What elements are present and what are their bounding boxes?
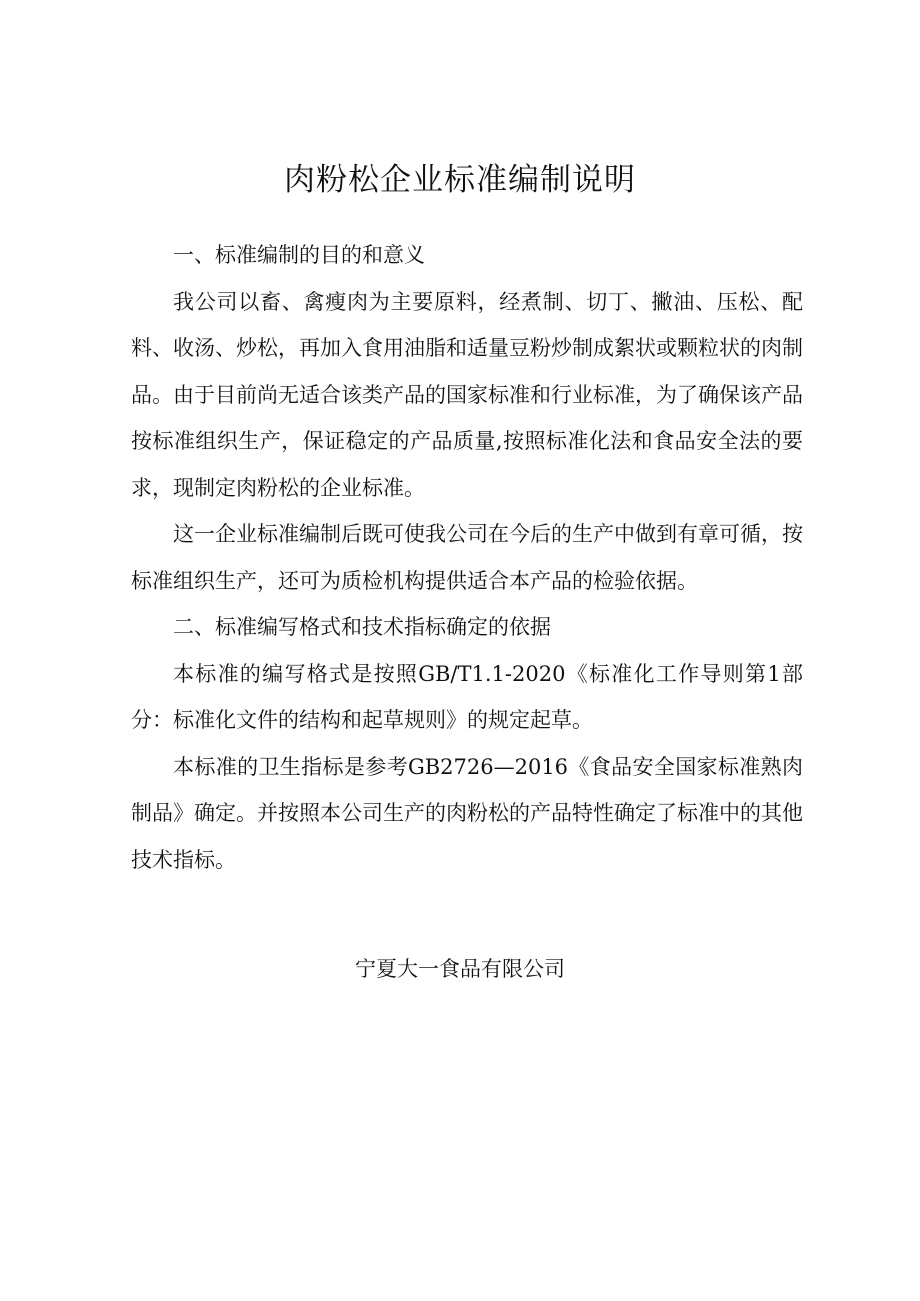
document-body (131, 232, 803, 883)
section-1-paragraph-1: 我公司以畜、禽瘦肉为主要原料，经煮制、切丁、撇油、压松、配料、收汤、炒松，再加入食用油脂和适量豆粉炒制成絮状或颗粒状的肉制品。由于目前尚无适合该类产品的国家标准和行业标准，为了确保该产品按标准组织生产，保证稳定的产品质量,按照标准化法和食品安全法的要求，现制定肉粉松的企业标准。 (131, 289, 803, 500)
section-2-paragraph-1: 本标准的编写格式是按照GB/T1.1-2020《标准化工作导则第1部分：标准化文件的结构和起草规则》的规定起草。 (131, 661, 803, 732)
document-title: 肉粉松企业标准编制说明 (284, 162, 636, 198)
section-1-paragraph-2: 这一企业标准编制后既可使我公司在今后的生产中做到有章可循，按标准组织生产，还可为质检机构提供适合本产品的检验依据。 (131, 522, 803, 593)
section-2-heading: 二、标准编写格式和技术指标确定的依据 (173, 615, 551, 639)
company-signature: 宁夏大一食品有限公司 (355, 957, 565, 981)
section-2-paragraph-2: 本标准的卫生指标是参考GB2726—2016《食品安全国家标准熟肉制品》确定。并按照本公司生产的肉粉松的产品特性确定了标准中的其他技术指标。 (131, 754, 803, 872)
section-1-heading: 一、标准编制的目的和意义 (173, 243, 425, 267)
